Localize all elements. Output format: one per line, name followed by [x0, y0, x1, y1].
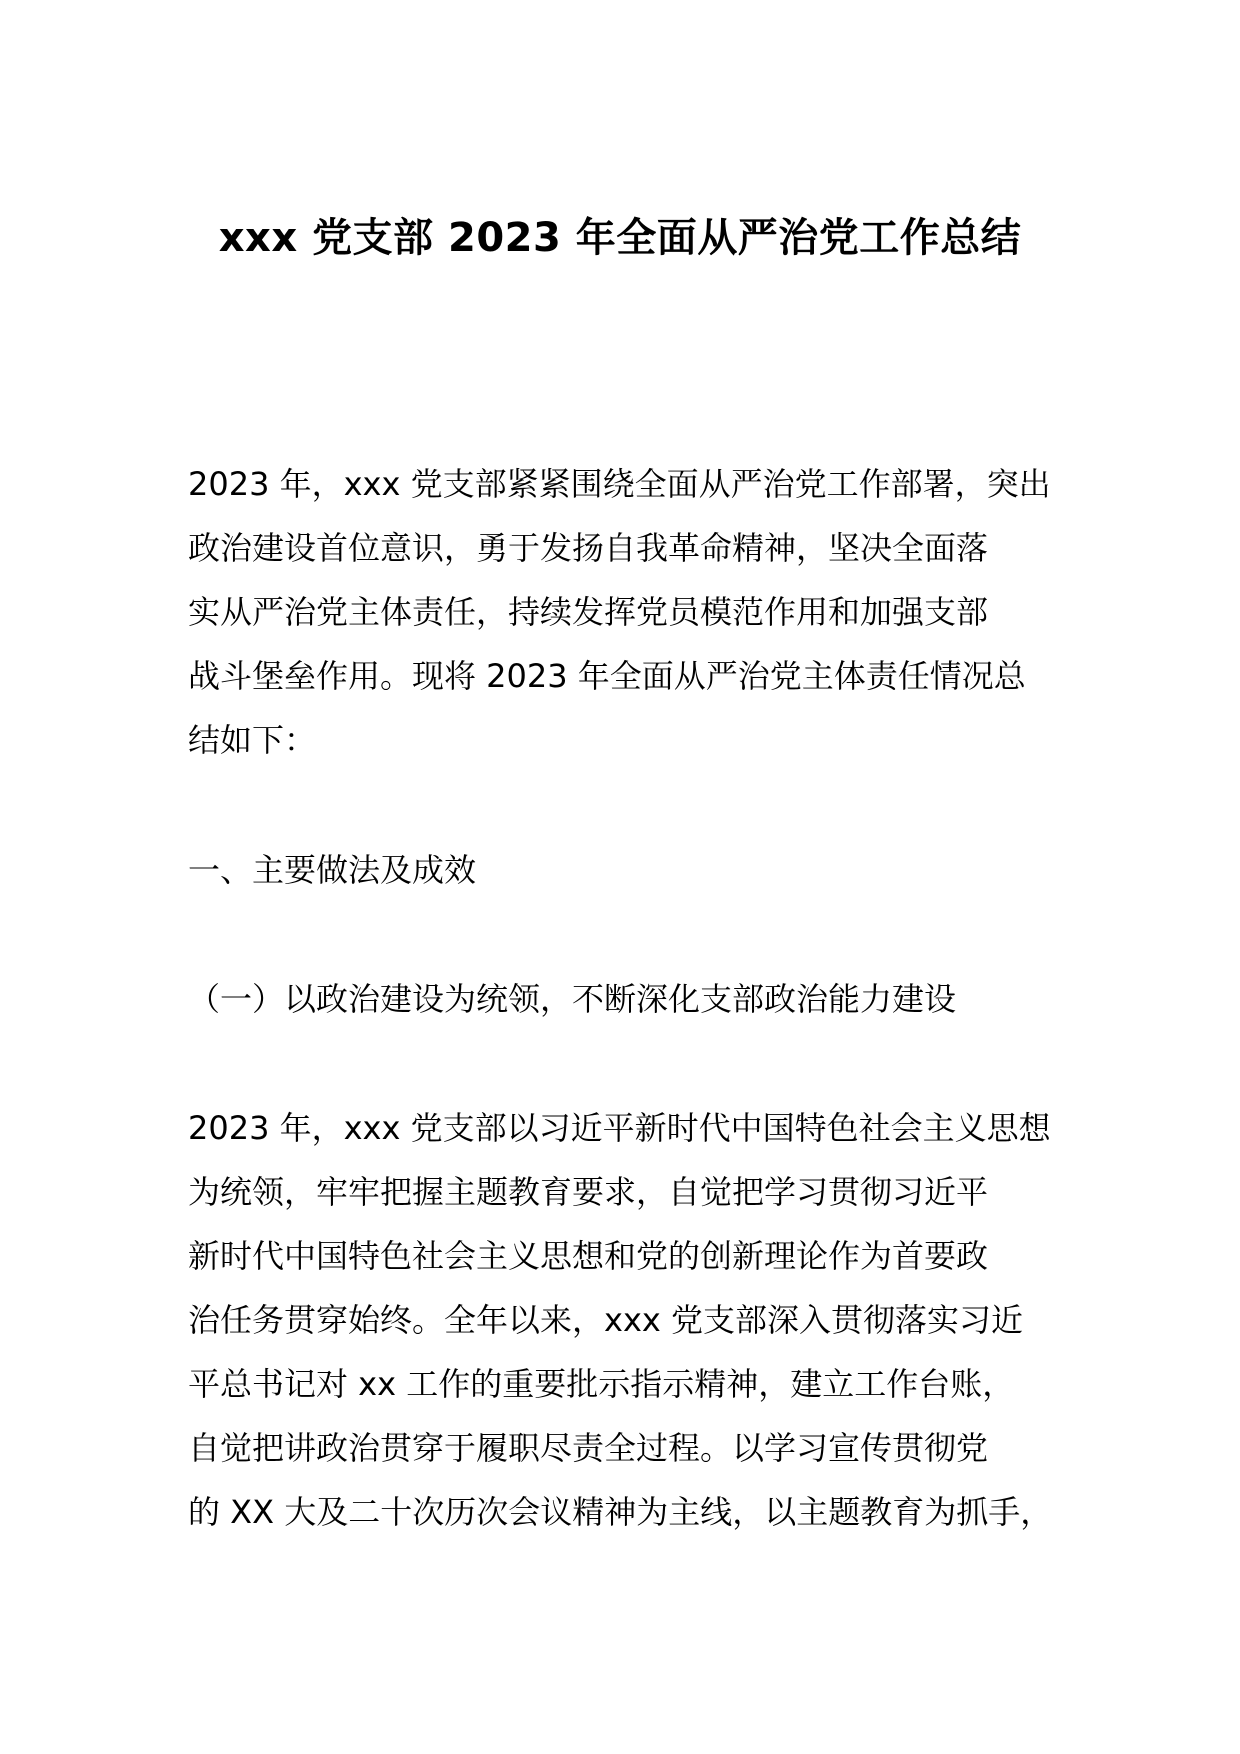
paragraph-line: 2023 年，xxx 党支部紧紧围绕全面从严治党工作部署，突出	[188, 465, 1051, 503]
paragraph-line: 为统领，牢牢把握主题教育要求，自觉把学习贯彻习近平	[188, 1173, 989, 1211]
section-heading: 一、主要做法及成效	[188, 851, 477, 889]
paragraph-line: 自觉把讲政治贯穿于履职尽责全过程。以学习宣传贯彻党	[188, 1429, 989, 1467]
paragraph-line: 的 XX 大及二十次历次会议精神为主线，以主题教育为抓手，	[188, 1493, 1053, 1531]
paragraph-line: 2023 年，xxx 党支部以习近平新时代中国特色社会主义思想	[188, 1109, 1051, 1147]
paragraph-line: 实从严治党主体责任，持续发挥党员模范作用和加强支部	[188, 593, 989, 631]
paragraph-line: 新时代中国特色社会主义思想和党的创新理论作为首要政	[188, 1237, 989, 1275]
paragraph-line: 政治建设首位意识，勇于发扬自我革命精神，坚决全面落	[188, 529, 989, 567]
paragraph-line: 治任务贯穿始终。全年以来，xxx 党支部深入贯彻落实习近	[188, 1301, 1023, 1339]
paragraph-line: 结如下：	[188, 721, 317, 759]
paragraph-line: 战斗堡垒作用。现将 2023 年全面从严治党主体责任情况总	[188, 657, 1026, 695]
intro-paragraph	[188, 452, 1058, 772]
body-paragraph	[188, 1096, 1058, 1544]
subsection-heading: （一）以政治建设为统领，不断深化支部政治能力建设	[188, 980, 957, 1018]
document-title: xxx 党支部 2023 年全面从严治党工作总结	[218, 215, 1022, 261]
paragraph-line: 平总书记对 xx 工作的重要批示指示精神，建立工作台账，	[188, 1365, 1015, 1403]
